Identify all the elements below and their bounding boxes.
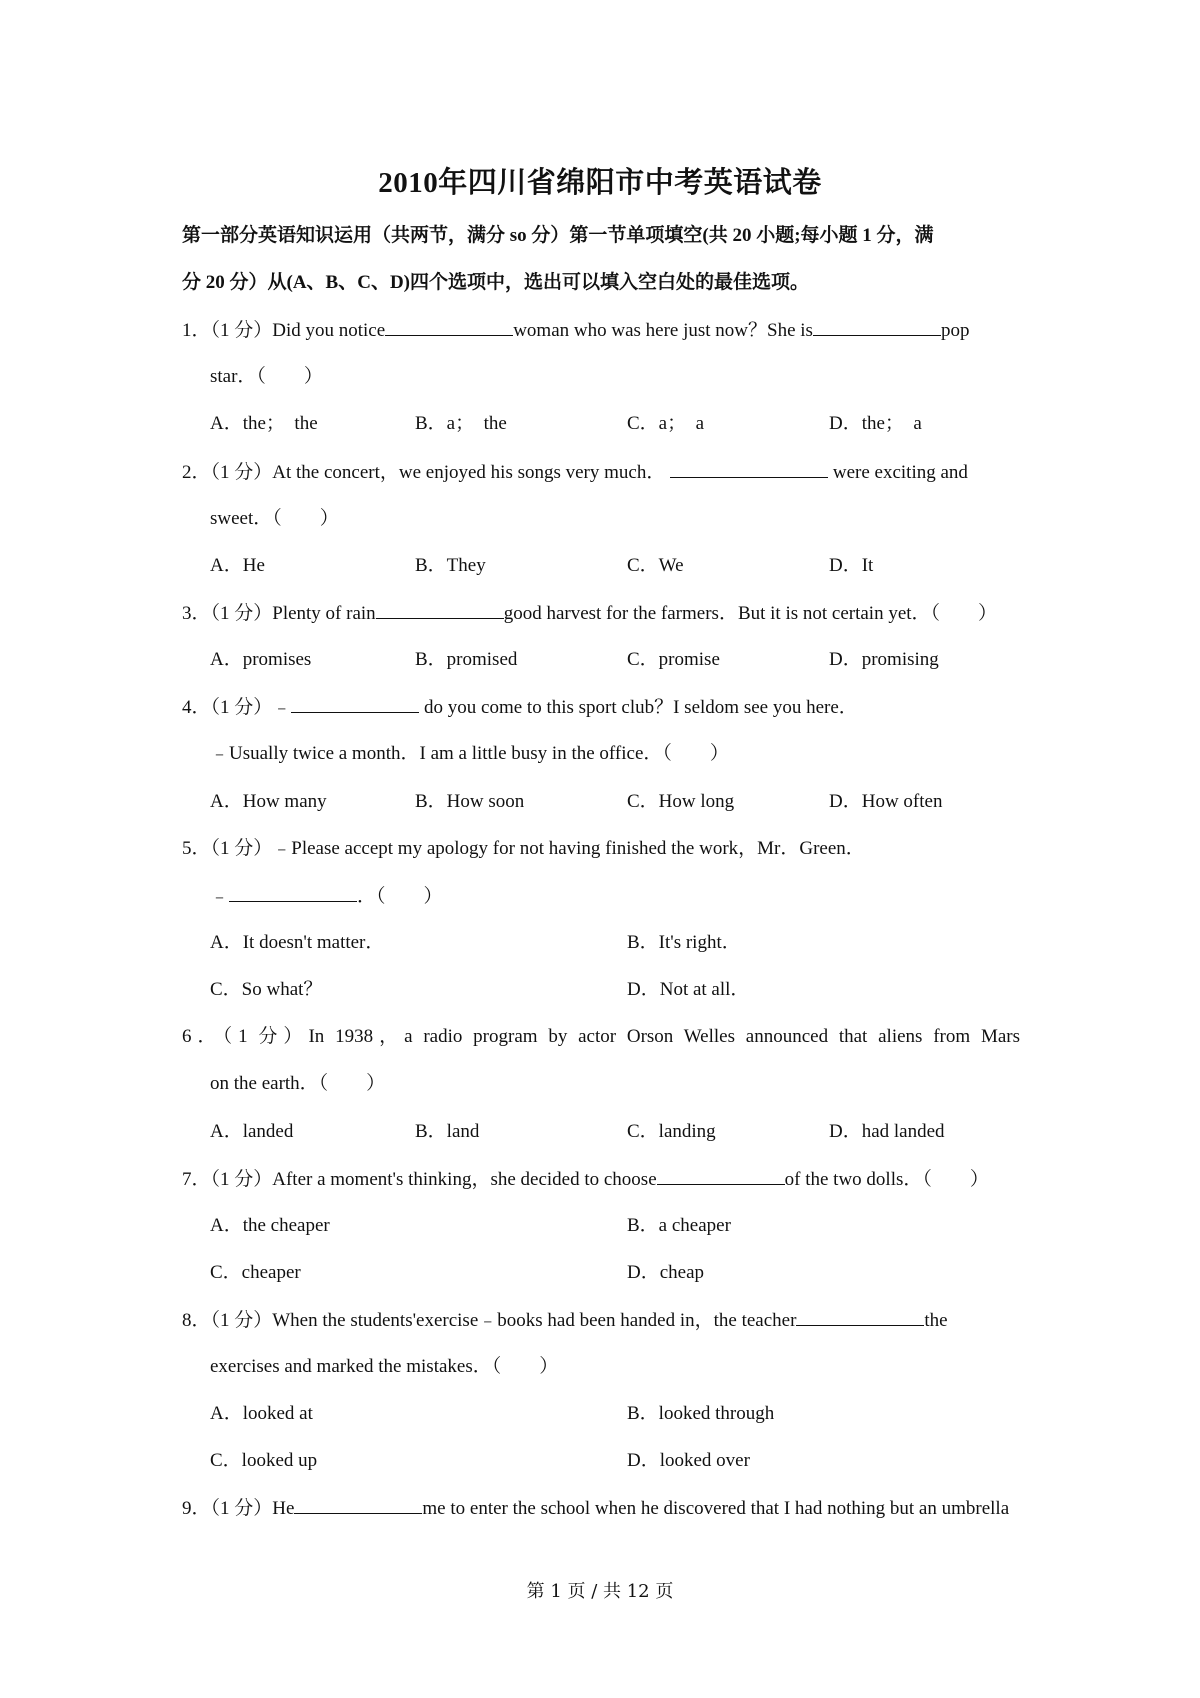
question-4-stem bbox=[182, 695, 858, 720]
question-8-option-a: A．looked at bbox=[210, 1403, 313, 1424]
question-2-option-c: C．We bbox=[627, 555, 684, 576]
page-title: 2010年四川省绵阳市中考英语试卷 bbox=[378, 167, 822, 199]
question-1-option-c: C．a； a bbox=[627, 413, 705, 434]
question-text: of the two dolls．（ ） bbox=[784, 1169, 989, 1190]
question-1-continuation: star．（ ） bbox=[210, 366, 323, 387]
question-text: 8．（1 分）When the students'exercise﹣books had been handed in，the teacher bbox=[182, 1310, 797, 1331]
question-5-option-a: A．It doesn't matter． bbox=[210, 932, 385, 953]
answer-blank bbox=[796, 1308, 924, 1326]
question-text: do you come to this sport club？I seldom see you here． bbox=[419, 697, 858, 718]
question-1-option-d: D．the； a bbox=[829, 413, 922, 434]
question-6-stem: 6．（1 分）In 1938，a radio program by actor Orson Welles announced that aliens from Mars bbox=[182, 1026, 1020, 1047]
question-text: 2．（1 分）At the concert，we enjoyed his songs very much． bbox=[182, 462, 666, 483]
question-8-stem bbox=[182, 1308, 948, 1333]
question-4-continuation: ﹣Usually twice a month．I am a little busy in the office．（ ） bbox=[210, 743, 729, 764]
question-3-stem bbox=[182, 601, 997, 626]
answer-blank bbox=[813, 318, 941, 336]
question-7-option-b: B．a cheaper bbox=[627, 1215, 731, 1236]
question-6-option-a: A．landed bbox=[210, 1121, 294, 1142]
question-8-option-b: B．looked through bbox=[627, 1403, 775, 1424]
question-5-option-c: C．So what？ bbox=[210, 979, 323, 1000]
answer-blank bbox=[385, 318, 513, 336]
question-text: good harvest for the farmers．But it is not certain yet．（ ） bbox=[503, 603, 998, 624]
answer-blank bbox=[670, 460, 828, 478]
question-5-option-d: D．Not at all． bbox=[627, 979, 750, 1000]
question-3-option-d: D．promising bbox=[829, 649, 939, 670]
question-text: the bbox=[924, 1310, 948, 1331]
question-5-stem: 5．（1 分）﹣Please accept my apology for not having finished the work，Mr．Green． bbox=[182, 838, 865, 859]
question-9-stem bbox=[182, 1496, 1009, 1521]
question-text: 4．（1 分）﹣ bbox=[182, 697, 292, 718]
question-1-stem bbox=[182, 318, 969, 343]
question-4-option-a: A．How many bbox=[210, 791, 327, 812]
question-2-continuation: sweet．（ ） bbox=[210, 508, 339, 529]
answer-blank bbox=[657, 1167, 785, 1185]
question-text: me to enter the school when he discovered that I had nothing but an umbrella bbox=[422, 1498, 1010, 1519]
question-6-option-d: D．had landed bbox=[829, 1121, 945, 1142]
answer-blank bbox=[376, 601, 504, 619]
question-5-option-b: B．It's right． bbox=[627, 932, 741, 953]
question-text: woman who was here just now？She is bbox=[513, 320, 813, 341]
question-2-stem bbox=[182, 460, 968, 485]
question-text: ﹣ bbox=[210, 886, 230, 907]
question-text: 9．（1 分）He bbox=[182, 1498, 295, 1519]
question-3-option-a: A．promises bbox=[210, 649, 312, 670]
question-2-option-b: B．They bbox=[415, 555, 486, 576]
question-1-option-b: B．a； the bbox=[415, 413, 507, 434]
answer-blank bbox=[294, 1496, 422, 1514]
question-7-option-c: C．cheaper bbox=[210, 1262, 301, 1283]
question-8-option-c: C．looked up bbox=[210, 1450, 318, 1471]
question-8-continuation: exercises and marked the mistakes．（ ） bbox=[210, 1356, 559, 1377]
question-7-stem bbox=[182, 1167, 989, 1192]
answer-blank bbox=[291, 695, 419, 713]
question-6-continuation: on the earth．（ ） bbox=[210, 1073, 386, 1094]
question-5-continuation bbox=[210, 884, 443, 909]
section-intro-line-1: 第一部分英语知识运用（共两节，满分 so 分）第一节单项填空(共 20 小题;每小题 1 分，满 bbox=[182, 225, 934, 246]
section-intro-line-2: 分 20 分）从(A、B、C、D)四个选项中，选出可以填入空白处的最佳选项。 bbox=[182, 272, 809, 293]
question-3-option-c: C．promise bbox=[627, 649, 720, 670]
question-text: pop bbox=[940, 320, 970, 341]
question-text: ．（ ） bbox=[357, 886, 443, 907]
question-7-option-d: D．cheap bbox=[627, 1262, 705, 1283]
question-text: 1．（1 分）Did you notice bbox=[182, 320, 386, 341]
question-text: 3．（1 分）Plenty of rain bbox=[182, 603, 376, 624]
question-2-option-a: A．He bbox=[210, 555, 265, 576]
question-7-option-a: A．the cheaper bbox=[210, 1215, 330, 1236]
question-text: were exciting and bbox=[828, 462, 968, 483]
answer-blank bbox=[229, 884, 357, 902]
page-footer: 第 1 页 / 共 12 页 bbox=[526, 1581, 674, 1602]
question-3-option-b: B．promised bbox=[415, 649, 518, 670]
question-2-option-d: D．It bbox=[829, 555, 874, 576]
question-6-option-b: B．land bbox=[415, 1121, 480, 1142]
question-4-option-d: D．How often bbox=[829, 791, 943, 812]
question-text: 7．（1 分）After a moment's thinking，she decided to choose bbox=[182, 1169, 657, 1190]
question-6-option-c: C．landing bbox=[627, 1121, 716, 1142]
question-4-option-b: B．How soon bbox=[415, 791, 525, 812]
question-8-option-d: D．looked over bbox=[627, 1450, 750, 1471]
question-1-option-a: A．the； the bbox=[210, 413, 318, 434]
question-4-option-c: C．How long bbox=[627, 791, 735, 812]
